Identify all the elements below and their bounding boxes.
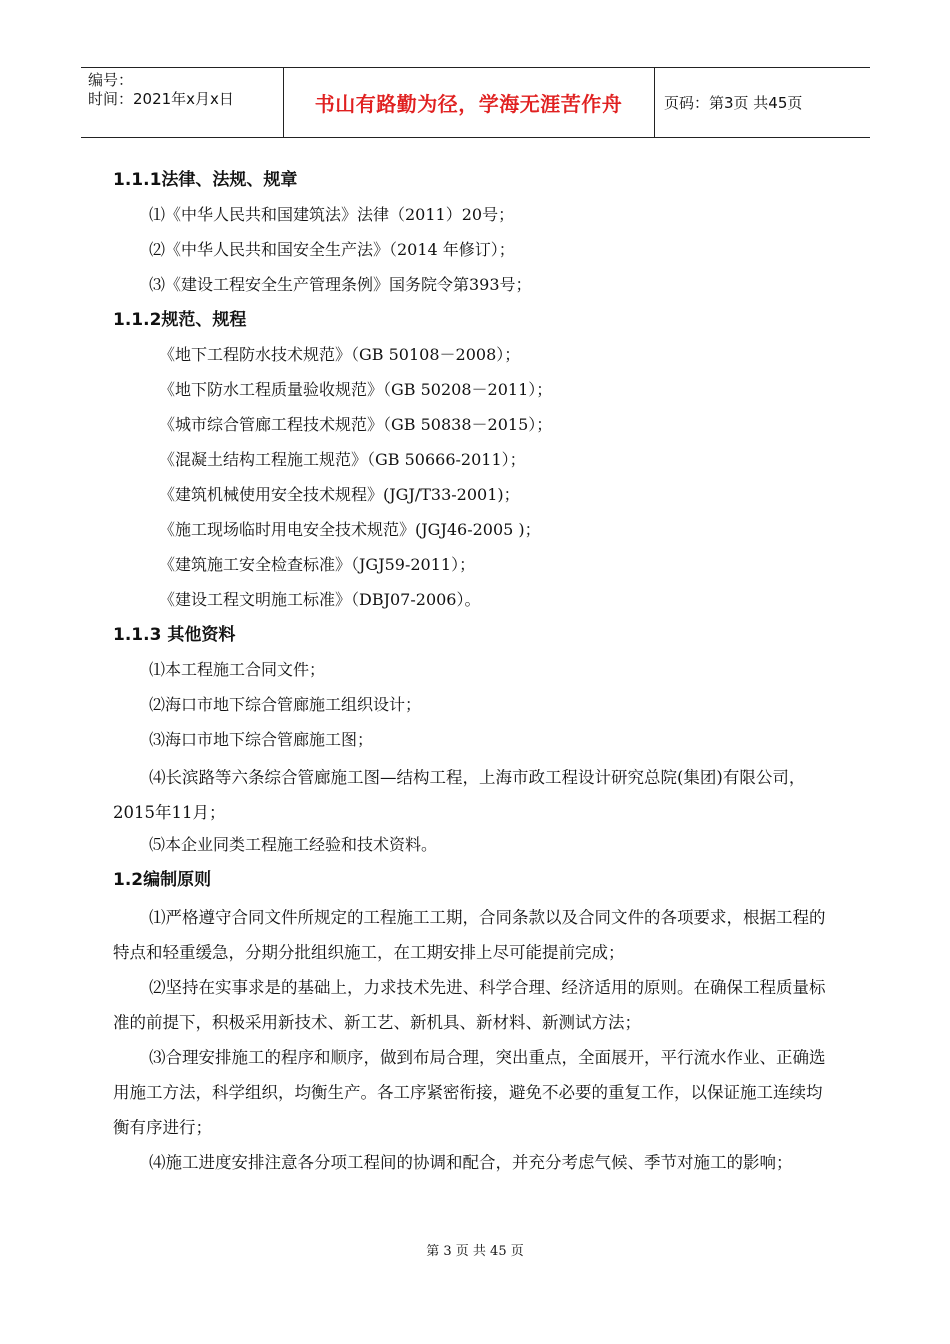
paragraph: ⑷施工进度安排注意各分项工程间的协调和配合，并充分考虑气候、季节对施工的影响；: [149, 1153, 793, 1172]
list-item: 《地下防水工程质量验收规范》（GB 50208－2011）；: [159, 380, 553, 399]
section-heading: 1.1.3 其他资料: [113, 625, 236, 645]
section-heading: 1.1.1法律、法规、规章: [113, 170, 298, 190]
list-item: 《地下工程防水技术规范》（GB 50108－2008）；: [159, 345, 521, 364]
list-item: ⑴《中华人民共和国建筑法》法律（2011）20号；: [149, 205, 515, 224]
list-item: 《建筑机械使用安全技术规程》(JGJ/T33-2001)；: [159, 485, 520, 504]
header-meta: [88, 71, 234, 109]
list-item: ⑴本工程施工合同文件；: [149, 660, 326, 679]
time-label: 时间：2021年x月x日: [88, 90, 234, 108]
list-item: ⑶《建设工程安全生产管理条例》国务院令第393号；: [149, 275, 532, 294]
list-item: ⑵海口市地下综合管廊施工组织设计；: [149, 695, 422, 714]
number-label: 编号：: [88, 71, 134, 89]
list-item: ⑶海口市地下综合管廊施工图；: [149, 730, 374, 749]
paragraph: ⑷长滨路等六条综合管廊施工图—结构工程，上海市政工程设计研究总院(集团)有限公司，2015年11月；: [113, 768, 806, 822]
list-item: 《施工现场临时用电安全技术规范》(JGJ46-2005 )；: [159, 520, 541, 539]
list-item: ⑵《中华人民共和国安全生产法》（2014 年修订）；: [149, 240, 515, 259]
section-heading: 1.2编制原则: [113, 870, 212, 890]
list-item: ⑸本企业同类工程施工经验和技术资料。: [149, 835, 438, 854]
list-item: 《建设工程文明施工标准》（DBJ07-2006）。: [159, 590, 481, 609]
header-divider: [654, 68, 655, 137]
page-footer: 第 3 页 共 45 页: [426, 1244, 524, 1259]
list-item: 《建筑施工安全检查标准》（JGJ59-2011）；: [159, 555, 476, 574]
list-item: 《混凝土结构工程施工规范》（GB 50666-2011）；: [159, 450, 526, 469]
paragraph: ⑶合理安排施工的程序和顺序，做到布局合理，突出重点，全面展开，平行流水作业、正确选用施工方法，科学组织，均衡生产。各工序紧密衔接，避免不必要的重复工作，以保证施工连续均衡有序进行；: [113, 1048, 826, 1137]
section-heading: 1.1.2规范、规程: [113, 310, 247, 330]
document-body: [113, 165, 833, 1180]
header-page-info: 页码：第3页 共45页: [664, 94, 803, 112]
page-header: [81, 67, 870, 138]
header-motto: 书山有路勤为径，学海无涯苦作舟: [314, 92, 623, 116]
paragraph: ⑴严格遵守合同文件所规定的工程施工工期，合同条款以及合同文件的各项要求，根据工程的特点和轻重缓急，分期分批组织施工，在工期安排上尽可能提前完成；: [113, 908, 826, 962]
list-item: 《城市综合管廊工程技术规范》（GB 50838－2015）；: [159, 415, 553, 434]
paragraph: ⑵坚持在实事求是的基础上，力求技术先进、科学合理、经济适用的原则。在确保工程质量标准的前提下，积极采用新技术、新工艺、新机具、新材料、新测试方法；: [113, 978, 826, 1032]
